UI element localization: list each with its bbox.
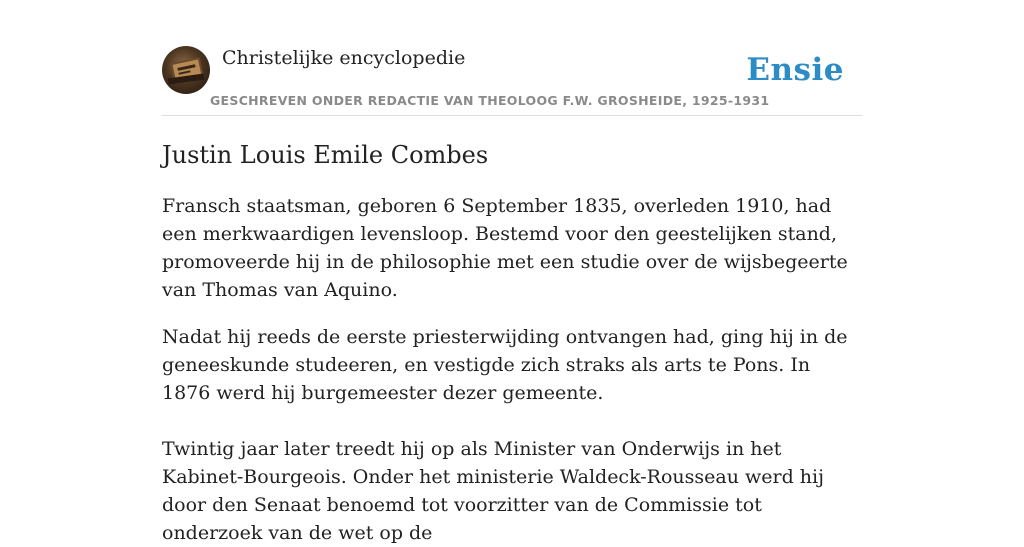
book-cover-icon[interactable] — [162, 46, 210, 94]
article-paragraph: Twintig jaar later treedt hij op als Minister van Onderwijs in het Kabinet-Bourgeois. Onder het ministerie Waldeck-Rousseau werd hij door den Senaat benoemd tot voorzitter van de Commissie tot onderzoek van de wet op de — [162, 438, 825, 544]
article-paragraph: Fransch staatsman, geboren 6 September 1835, overleden 1910, had een merkwaardigen levensloop. Bestemd voor den geestelijken stand, promoveerde hij in de philosophie met een studie over de wijsbegeerte van Thomas van Aquino. — [162, 195, 848, 301]
book-subtitle: GESCHREVEN ONDER REDACTIE VAN THEOLOOG F.W. GROSHEIDE, 1925-1931 — [210, 93, 770, 108]
ensie-logo[interactable]: Ensie — [746, 52, 844, 88]
article-body — [162, 192, 862, 547]
header — [162, 46, 862, 116]
header-divider — [162, 115, 862, 116]
article-title: Justin Louis Emile Combes — [162, 141, 489, 169]
book-title[interactable]: Christelijke encyclopedie — [222, 47, 466, 69]
paragraph-spacer — [162, 407, 862, 435]
article-paragraph: Nadat hij reeds de eerste priesterwijding ontvangen had, ging hij in de geneeskunde studeeren, en vestigde zich straks als arts te Pons. In 1876 werd hij burgemeester dezer gemeente. — [162, 326, 848, 404]
